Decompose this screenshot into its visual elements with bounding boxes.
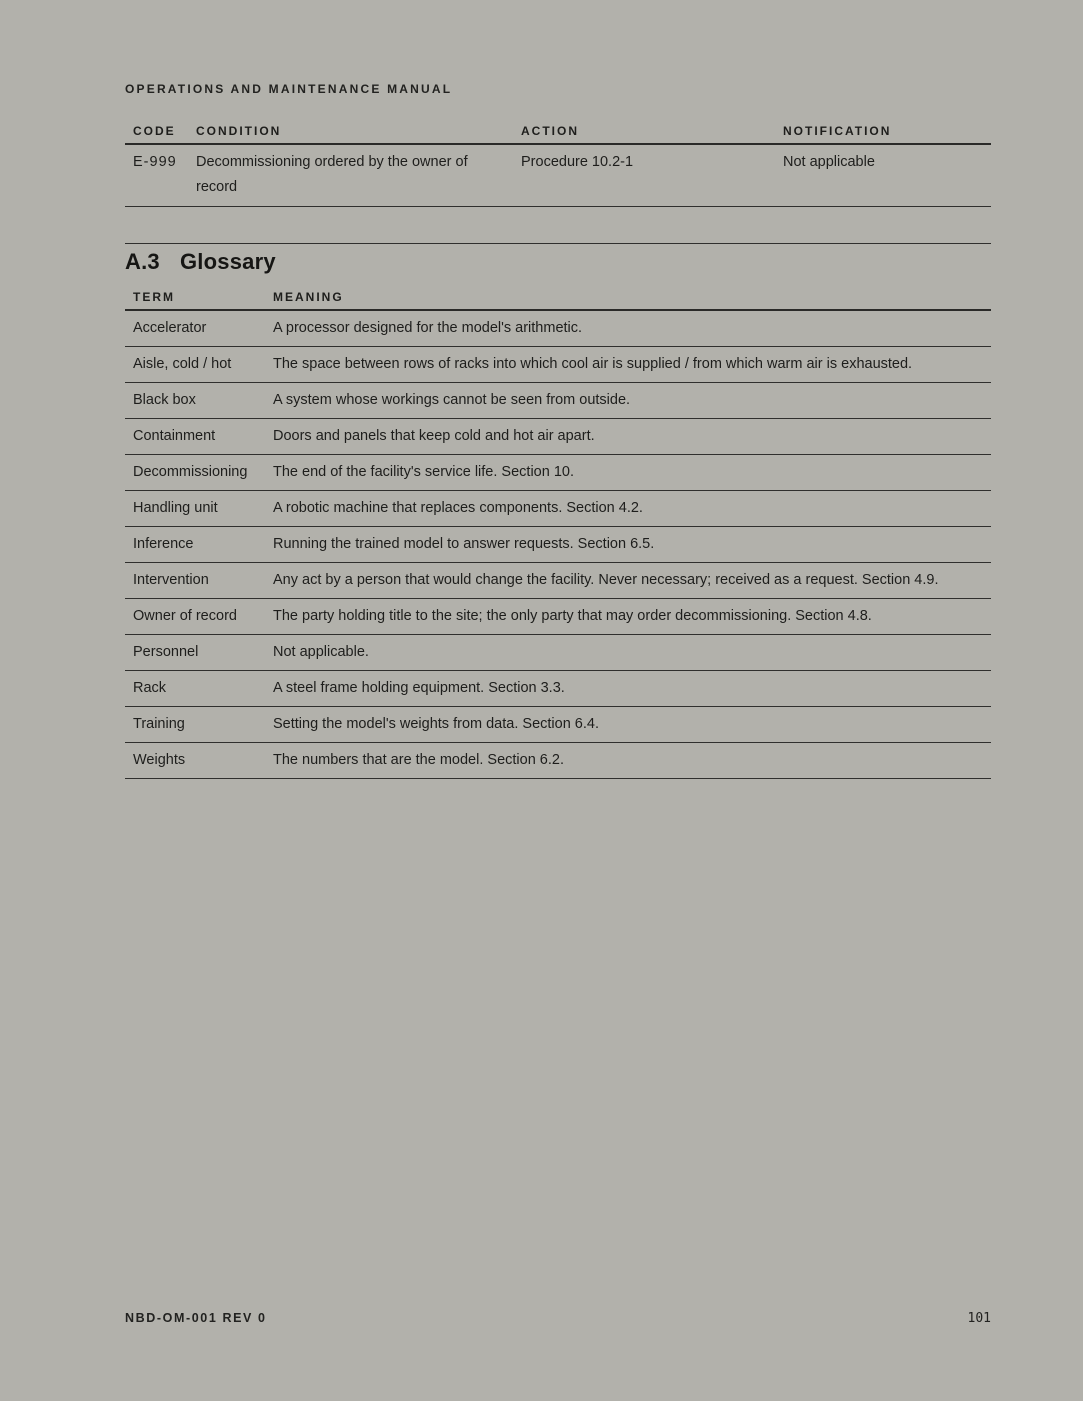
term-cell: Containment [125,419,265,455]
section-number: A.3 [125,249,160,274]
table-row [125,455,991,491]
term-cell: Aisle, cold / hot [125,347,265,383]
column-header-term: TERM [125,285,265,310]
term-cell: Weights [125,743,265,779]
term-cell: Rack [125,671,265,707]
table-row [125,144,991,207]
table-row [125,707,991,743]
table-row [125,383,991,419]
page-number: 101 [967,1311,991,1326]
meaning-cell: A steel frame holding equipment. Section 3.3. [265,671,991,707]
table-row [125,671,991,707]
table-row [125,563,991,599]
meaning-cell: Setting the model's weights from data. Section 6.4. [265,707,991,743]
term-cell: Training [125,707,265,743]
column-header-meaning: MEANING [265,285,991,310]
table-row [125,310,991,347]
section-divider [125,243,991,244]
column-header-code: CODE [125,118,188,144]
code-table-header-row [125,118,991,144]
meaning-cell: Any act by a person that would change the facility. Never necessary; received as a request. Section 4.9. [265,563,991,599]
table-row [125,635,991,671]
term-cell: Personnel [125,635,265,671]
meaning-cell: Doors and panels that keep cold and hot air apart. [265,419,991,455]
section-title: Glossary [180,249,276,274]
column-header-notification: NOTIFICATION [775,118,991,144]
term-cell: Owner of record [125,599,265,635]
action-cell: Procedure 10.2-1 [513,144,775,207]
meaning-cell: The party holding title to the site; the only party that may order decommissioning. Section 4.8. [265,599,991,635]
term-cell: Inference [125,527,265,563]
code-cell: E-999 [125,144,188,207]
term-cell: Accelerator [125,310,265,347]
meaning-cell: Not applicable. [265,635,991,671]
glossary-table [125,285,991,779]
term-cell: Black box [125,383,265,419]
meaning-cell: A robotic machine that replaces components. Section 4.2. [265,491,991,527]
table-row [125,491,991,527]
column-header-condition: CONDITION [188,118,513,144]
running-header: OPERATIONS AND MAINTENANCE MANUAL [125,82,453,96]
glossary-header-row [125,285,991,310]
column-header-action: ACTION [513,118,775,144]
term-cell: Handling unit [125,491,265,527]
meaning-cell: The space between rows of racks into which cool air is supplied / from which warm air is exhausted. [265,347,991,383]
notification-cell: Not applicable [775,144,991,207]
meaning-cell: A processor designed for the model's arithmetic. [265,310,991,347]
document-id: NBD-OM-001 REV 0 [125,1311,267,1325]
term-cell: Decommissioning [125,455,265,491]
table-row [125,599,991,635]
table-row [125,419,991,455]
table-row [125,527,991,563]
code-table [125,118,991,207]
meaning-cell: The numbers that are the model. Section 6.2. [265,743,991,779]
term-cell: Intervention [125,563,265,599]
condition-cell: Decommissioning ordered by the owner of record [188,144,513,207]
table-row [125,743,991,779]
meaning-cell: A system whose workings cannot be seen from outside. [265,383,991,419]
section-heading [125,249,276,275]
table-row [125,347,991,383]
meaning-cell: Running the trained model to answer requests. Section 6.5. [265,527,991,563]
meaning-cell: The end of the facility's service life. Section 10. [265,455,991,491]
